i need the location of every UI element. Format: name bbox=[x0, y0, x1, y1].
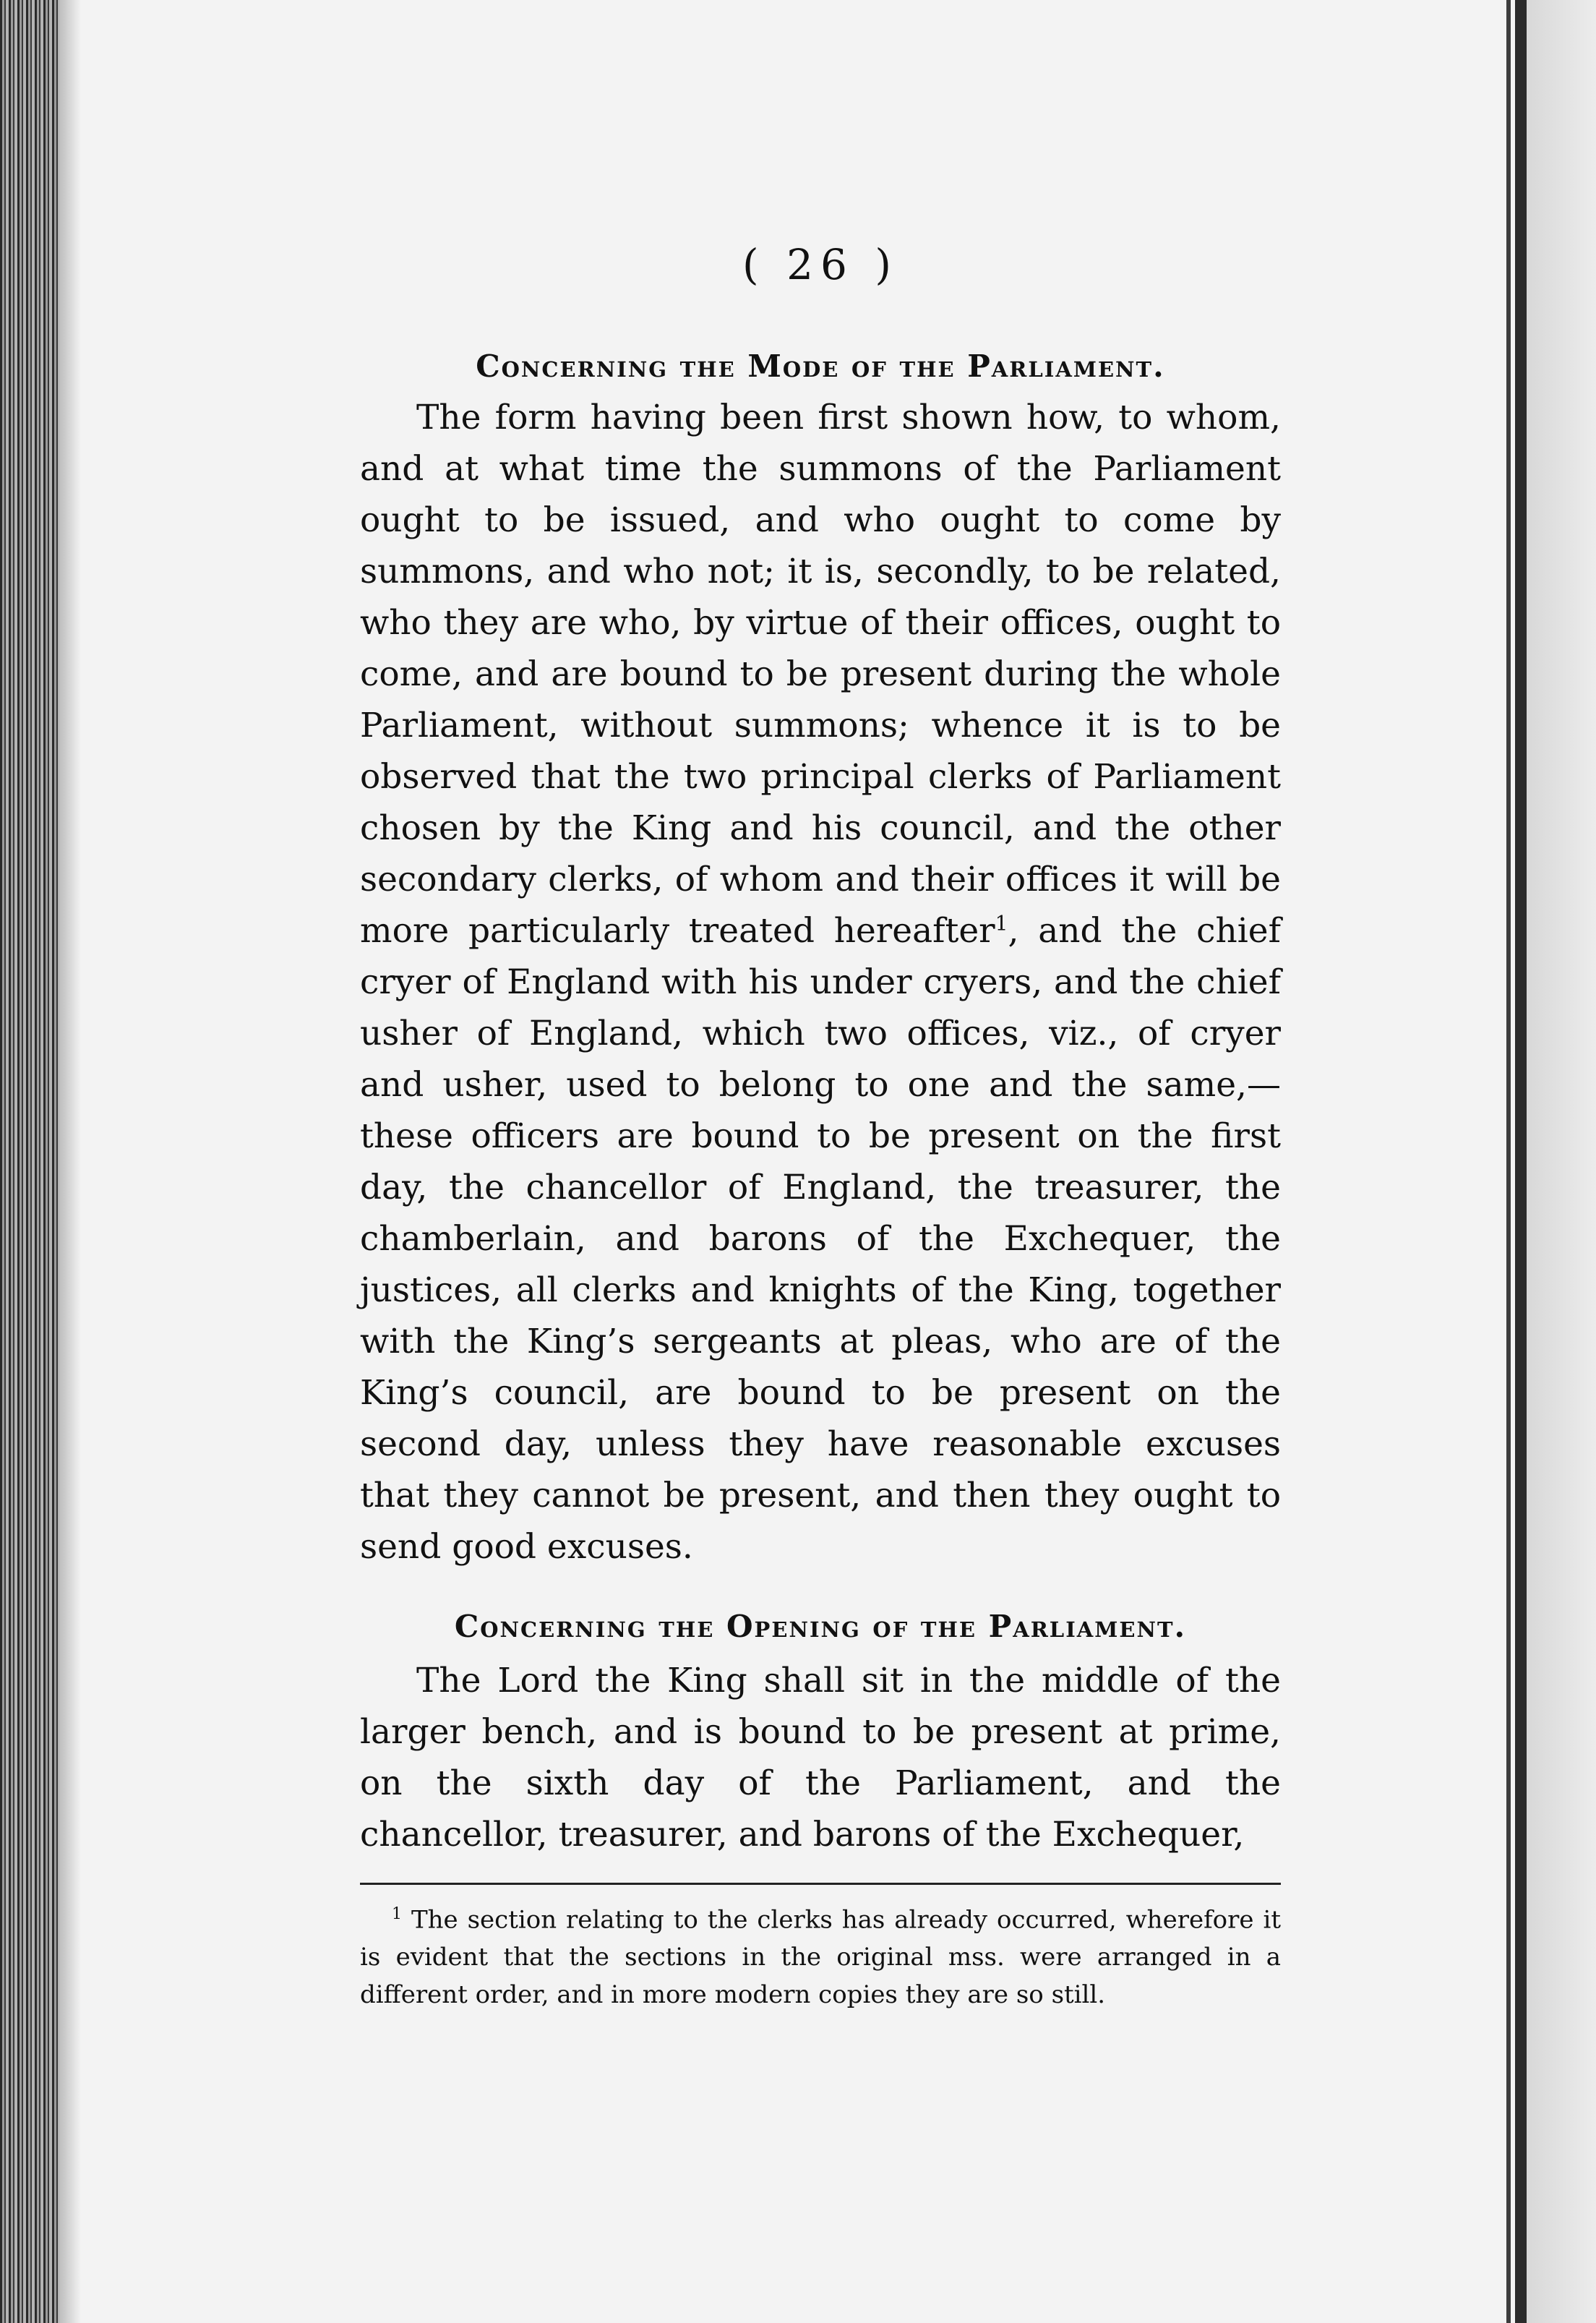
paragraph-opening: The Lord the King shall sit in the middle of the larger bench, and is bound to be present at prime, on the sixth day of the Parliament, and the chancellor, treasurer, and barons of the Exchequer, bbox=[360, 1661, 1281, 1854]
footnote-text: The section relating to the clerks has already occurred, wherefore it is evident that the sections in the original mss. were arranged in a different order, and in more modern copies they are so still. bbox=[360, 1905, 1281, 2010]
page-edge-line bbox=[1506, 0, 1511, 2323]
footnote-rule bbox=[360, 1883, 1281, 1885]
footnote-reference[interactable]: 1 bbox=[995, 911, 1008, 936]
section-heading-mode: Concerning the Mode of the Parliament. bbox=[476, 348, 1165, 384]
binding-gutter bbox=[0, 0, 59, 2323]
paragraph-text: The form having been first shown how, to whom, and at what time the summons of the Parliament ought to be issued, and who ought to come by summons, and who not; it is, secondly, to be related, who they are who, by virtue of their offices, ought to come, and are bound to be present during the whole Parliament, without summons; whence it is to be observed that the two principal clerks of Parliament chosen by the King and his council, and the other secondary clerks, of whom and their offices it will be more particularly treated hereafter bbox=[360, 398, 1281, 951]
paragraph-text-continued: , and the chief cryer of England with his under cryers, and the chief usher of England, which two offices, viz., of cryer and usher, used to belong to one and the same,—these officers are bound to be present on the first day, the chancellor of England, the treasurer, the chamberlain, and barons of the Exchequer, the justices, all clerks and knights of the King, together with the King’s sergeants at pleas, who are of the King’s council, are bound to be present on the second day, unless they have reasonable excuses that they cannot be present, and then they ought to send good excuses. bbox=[360, 911, 1281, 1567]
footnote-marker: 1 bbox=[392, 1905, 402, 1923]
paragraph-mode bbox=[360, 392, 1281, 1573]
page-edge bbox=[1515, 0, 1596, 2323]
gutter-shadow bbox=[59, 0, 81, 2323]
page-number: ( 26 ) bbox=[742, 240, 898, 289]
footnote bbox=[360, 1896, 1281, 2014]
text-block bbox=[360, 239, 1281, 1860]
section-heading-opening: Concerning the Opening of the Parliament. bbox=[454, 1609, 1187, 1644]
